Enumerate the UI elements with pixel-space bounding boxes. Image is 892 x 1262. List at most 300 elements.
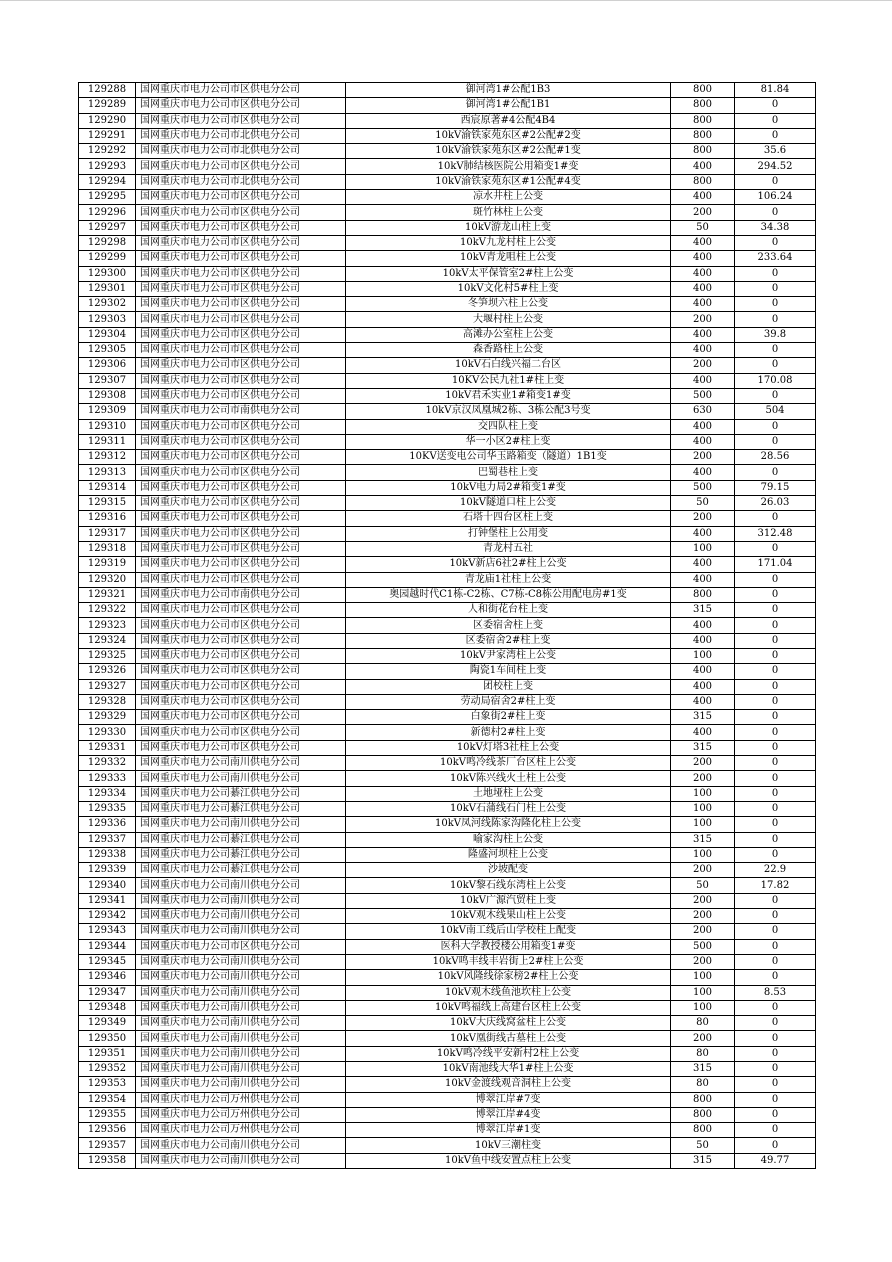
org-cell: 国网重庆市电力公司南川供电分公司: [136, 909, 346, 924]
record-id-cell: 129353: [79, 1077, 136, 1092]
transformer-name-cell: 10kV南池线大华1#柱上公变: [346, 1062, 671, 1077]
value-cell: 8.53: [735, 985, 816, 1000]
table-row: [79, 174, 816, 189]
value-cell: 0: [735, 771, 816, 786]
record-id-cell: 129290: [79, 113, 136, 128]
transformer-name-cell: 新德村2#柱上变: [346, 725, 671, 740]
table-row: [79, 1062, 816, 1077]
transformer-name-cell: 10kV石白线兴福二台区: [346, 358, 671, 373]
value-cell: 0: [735, 893, 816, 908]
capacity-cell: 800: [671, 1123, 735, 1138]
record-id-cell: 129319: [79, 557, 136, 572]
record-id-cell: 129298: [79, 235, 136, 250]
org-cell: 国网重庆市电力公司市区供电分公司: [136, 740, 346, 755]
value-cell: 0: [735, 817, 816, 832]
transformer-name-cell: 青龙村五社: [346, 541, 671, 556]
value-cell: 0: [735, 648, 816, 663]
transformer-name-cell: 喻家沟柱上公变: [346, 832, 671, 847]
capacity-cell: 100: [671, 985, 735, 1000]
capacity-cell: 400: [671, 664, 735, 679]
transformer-name-cell: 博翠江岸#1变: [346, 1123, 671, 1138]
value-cell: 35.6: [735, 144, 816, 159]
transformer-name-cell: 10kV大庆线窝盆柱上公变: [346, 1016, 671, 1031]
transformer-name-cell: 10kV三潮柱变: [346, 1138, 671, 1153]
record-id-cell: 129356: [79, 1123, 136, 1138]
capacity-cell: 400: [671, 572, 735, 587]
table-row: [79, 1046, 816, 1061]
record-id-cell: 129314: [79, 480, 136, 495]
table-row: [79, 358, 816, 373]
transformer-name-cell: 医科大学教授楼公用箱变1#变: [346, 939, 671, 954]
org-cell: 国网重庆市电力公司市区供电分公司: [136, 725, 346, 740]
transformer-name-cell: 10kV南工线后山学校柱上配变: [346, 924, 671, 939]
org-cell: 国网重庆市电力公司市南供电分公司: [136, 404, 346, 419]
capacity-cell: 200: [671, 205, 735, 220]
transformer-name-cell: 巴蜀巷柱上变: [346, 465, 671, 480]
record-id-cell: 129350: [79, 1031, 136, 1046]
record-id-cell: 129323: [79, 618, 136, 633]
transformer-name-cell: 10kV游龙山柱上变: [346, 220, 671, 235]
value-cell: 0: [735, 725, 816, 740]
org-cell: 国网重庆市电力公司市区供电分公司: [136, 434, 346, 449]
value-cell: 0: [735, 740, 816, 755]
record-id-cell: 129346: [79, 970, 136, 985]
value-cell: 0: [735, 909, 816, 924]
capacity-cell: 400: [671, 343, 735, 358]
org-cell: 国网重庆市电力公司市区供电分公司: [136, 297, 346, 312]
capacity-cell: 400: [671, 251, 735, 266]
capacity-cell: 200: [671, 909, 735, 924]
capacity-cell: 400: [671, 618, 735, 633]
org-cell: 国网重庆市电力公司市北供电分公司: [136, 174, 346, 189]
capacity-cell: 400: [671, 434, 735, 449]
value-cell: 0: [735, 419, 816, 434]
org-cell: 国网重庆市电力公司南川供电分公司: [136, 1138, 346, 1153]
capacity-cell: 400: [671, 297, 735, 312]
table-row: [79, 511, 816, 526]
transformer-name-cell: 10kV京汉凤凰城2栋、3栋公配3号变: [346, 404, 671, 419]
record-id-cell: 129318: [79, 541, 136, 556]
table-row: [79, 756, 816, 771]
table-row: [79, 710, 816, 725]
capacity-cell: 400: [671, 725, 735, 740]
value-cell: 0: [735, 343, 816, 358]
record-id-cell: 129351: [79, 1046, 136, 1061]
value-cell: 0: [735, 694, 816, 709]
transformer-name-cell: 10kV观木线鱼池坎柱上公变: [346, 985, 671, 1000]
table-row: [79, 679, 816, 694]
record-id-cell: 129347: [79, 985, 136, 1000]
value-cell: 0: [735, 679, 816, 694]
value-cell: 0: [735, 266, 816, 281]
record-id-cell: 129300: [79, 266, 136, 281]
transformer-name-cell: 区委宿舍2#柱上变: [346, 633, 671, 648]
table-row: [79, 985, 816, 1000]
value-cell: 170.08: [735, 373, 816, 388]
org-cell: 国网重庆市电力公司市区供电分公司: [136, 618, 346, 633]
table-row: [79, 863, 816, 878]
table-row: [79, 144, 816, 159]
transformer-name-cell: 凉水井柱上公变: [346, 190, 671, 205]
table-row: [79, 266, 816, 281]
record-id-cell: 129328: [79, 694, 136, 709]
record-id-cell: 129355: [79, 1107, 136, 1122]
record-id-cell: 129288: [79, 83, 136, 98]
transformer-name-cell: 土地垭柱上公变: [346, 786, 671, 801]
org-cell: 国网重庆市电力公司南川供电分公司: [136, 1062, 346, 1077]
capacity-cell: 400: [671, 557, 735, 572]
table-row: [79, 893, 816, 908]
table-row: [79, 312, 816, 327]
transformer-name-cell: 博翠江岸#4变: [346, 1107, 671, 1122]
capacity-cell: 800: [671, 98, 735, 113]
table-row: [79, 496, 816, 511]
transformer-name-cell: 交四队柱上变: [346, 419, 671, 434]
value-cell: 0: [735, 1107, 816, 1122]
transformer-table: [78, 82, 816, 1169]
record-id-cell: 129335: [79, 801, 136, 816]
capacity-cell: 400: [671, 266, 735, 281]
record-id-cell: 129293: [79, 159, 136, 174]
record-id-cell: 129312: [79, 450, 136, 465]
org-cell: 国网重庆市电力公司南川供电分公司: [136, 985, 346, 1000]
table-row: [79, 1123, 816, 1138]
record-id-cell: 129315: [79, 496, 136, 511]
capacity-cell: 200: [671, 450, 735, 465]
table-row: [79, 771, 816, 786]
table-body: [79, 83, 816, 1169]
record-id-cell: 129331: [79, 740, 136, 755]
table-row: [79, 419, 816, 434]
org-cell: 国网重庆市电力公司市区供电分公司: [136, 465, 346, 480]
table-row: [79, 924, 816, 939]
table-row: [79, 526, 816, 541]
value-cell: 106.24: [735, 190, 816, 205]
org-cell: 国网重庆市电力公司市区供电分公司: [136, 572, 346, 587]
value-cell: 0: [735, 235, 816, 250]
org-cell: 国网重庆市电力公司南川供电分公司: [136, 1000, 346, 1015]
record-id-cell: 129324: [79, 633, 136, 648]
record-id-cell: 129334: [79, 786, 136, 801]
capacity-cell: 315: [671, 603, 735, 618]
capacity-cell: 200: [671, 893, 735, 908]
table-row: [79, 740, 816, 755]
org-cell: 国网重庆市电力公司市北供电分公司: [136, 128, 346, 143]
capacity-cell: 80: [671, 1046, 735, 1061]
record-id-cell: 129301: [79, 281, 136, 296]
value-cell: 0: [735, 128, 816, 143]
capacity-cell: 800: [671, 144, 735, 159]
transformer-name-cell: 10kV君禾实业1#箱变1#变: [346, 388, 671, 403]
capacity-cell: 400: [671, 633, 735, 648]
table-row: [79, 618, 816, 633]
value-cell: 0: [735, 434, 816, 449]
record-id-cell: 129329: [79, 710, 136, 725]
transformer-name-cell: 10kV石蒲线石门柱上公变: [346, 801, 671, 816]
value-cell: 0: [735, 710, 816, 725]
capacity-cell: 630: [671, 404, 735, 419]
org-cell: 国网重庆市电力公司市区供电分公司: [136, 511, 346, 526]
transformer-name-cell: 10kV陈兴线火土柱上公变: [346, 771, 671, 786]
org-cell: 国网重庆市电力公司市区供电分公司: [136, 496, 346, 511]
value-cell: 0: [735, 113, 816, 128]
capacity-cell: 100: [671, 847, 735, 862]
record-id-cell: 129306: [79, 358, 136, 373]
org-cell: 国网重庆市电力公司市区供电分公司: [136, 220, 346, 235]
org-cell: 国网重庆市电力公司市区供电分公司: [136, 694, 346, 709]
record-id-cell: 129303: [79, 312, 136, 327]
org-cell: 国网重庆市电力公司市区供电分公司: [136, 664, 346, 679]
transformer-name-cell: 10kV鸣冷线平安新村2柱上公变: [346, 1046, 671, 1061]
value-cell: 0: [735, 954, 816, 969]
value-cell: 0: [735, 664, 816, 679]
transformer-name-cell: 10kV凰街线古墓柱上公变: [346, 1031, 671, 1046]
value-cell: 0: [735, 1046, 816, 1061]
record-id-cell: 129340: [79, 878, 136, 893]
record-id-cell: 129348: [79, 1000, 136, 1015]
table-row: [79, 465, 816, 480]
record-id-cell: 129307: [79, 373, 136, 388]
table-row: [79, 801, 816, 816]
capacity-cell: 100: [671, 801, 735, 816]
table-row: [79, 281, 816, 296]
table-row: [79, 786, 816, 801]
org-cell: 国网重庆市电力公司市区供电分公司: [136, 939, 346, 954]
table-row: [79, 1107, 816, 1122]
transformer-name-cell: 10kV鸣福线上高建台区柱上公变: [346, 1000, 671, 1015]
value-cell: 0: [735, 1138, 816, 1153]
table-row: [79, 388, 816, 403]
record-id-cell: 129357: [79, 1138, 136, 1153]
transformer-name-cell: 白象街2#柱上变: [346, 710, 671, 725]
value-cell: 294.52: [735, 159, 816, 174]
value-cell: 17.82: [735, 878, 816, 893]
transformer-name-cell: 10kV九龙村柱上公变: [346, 235, 671, 250]
table-row: [79, 404, 816, 419]
capacity-cell: 800: [671, 1107, 735, 1122]
record-id-cell: 129320: [79, 572, 136, 587]
org-cell: 国网重庆市电力公司市南供电分公司: [136, 587, 346, 602]
capacity-cell: 80: [671, 1016, 735, 1031]
capacity-cell: 100: [671, 970, 735, 985]
transformer-name-cell: 大堰村柱上公变: [346, 312, 671, 327]
capacity-cell: 200: [671, 771, 735, 786]
capacity-cell: 315: [671, 1153, 735, 1168]
capacity-cell: 50: [671, 878, 735, 893]
capacity-cell: 100: [671, 786, 735, 801]
transformer-name-cell: 10kV青龙咀柱上公变: [346, 251, 671, 266]
value-cell: 0: [735, 847, 816, 862]
table-row: [79, 159, 816, 174]
capacity-cell: 800: [671, 587, 735, 602]
record-id-cell: 129342: [79, 909, 136, 924]
capacity-cell: 400: [671, 327, 735, 342]
table-row: [79, 603, 816, 618]
transformer-name-cell: 冬笋坝六柱上公变: [346, 297, 671, 312]
record-id-cell: 129325: [79, 648, 136, 663]
value-cell: 504: [735, 404, 816, 419]
capacity-cell: 400: [671, 281, 735, 296]
org-cell: 国网重庆市电力公司南川供电分公司: [136, 1046, 346, 1061]
table-row: [79, 1138, 816, 1153]
org-cell: 国网重庆市电力公司南川供电分公司: [136, 970, 346, 985]
capacity-cell: 800: [671, 83, 735, 98]
org-cell: 国网重庆市电力公司市区供电分公司: [136, 526, 346, 541]
capacity-cell: 50: [671, 1138, 735, 1153]
table-row: [79, 220, 816, 235]
table-row: [79, 648, 816, 663]
record-id-cell: 129304: [79, 327, 136, 342]
capacity-cell: 500: [671, 480, 735, 495]
value-cell: 0: [735, 281, 816, 296]
table-row: [79, 954, 816, 969]
org-cell: 国网重庆市电力公司市区供电分公司: [136, 541, 346, 556]
transformer-name-cell: 博翠江岸#7变: [346, 1092, 671, 1107]
org-cell: 国网重庆市电力公司南川供电分公司: [136, 756, 346, 771]
transformer-name-cell: 10kV风隆线徐家榜2#柱上公变: [346, 970, 671, 985]
value-cell: 0: [735, 511, 816, 526]
table-row: [79, 847, 816, 862]
table-row: [79, 83, 816, 98]
capacity-cell: 400: [671, 694, 735, 709]
value-cell: 0: [735, 98, 816, 113]
org-cell: 国网重庆市电力公司万州供电分公司: [136, 1123, 346, 1138]
table-row: [79, 1031, 816, 1046]
org-cell: 国网重庆市电力公司市区供电分公司: [136, 235, 346, 250]
org-cell: 国网重庆市电力公司綦江供电分公司: [136, 847, 346, 862]
transformer-name-cell: 10kV鸣丰线丰岩街上2#柱上公变: [346, 954, 671, 969]
value-cell: 0: [735, 312, 816, 327]
org-cell: 国网重庆市电力公司市北供电分公司: [136, 144, 346, 159]
table-row: [79, 480, 816, 495]
record-id-cell: 129336: [79, 817, 136, 832]
capacity-cell: 200: [671, 863, 735, 878]
org-cell: 国网重庆市电力公司南川供电分公司: [136, 771, 346, 786]
value-cell: 0: [735, 358, 816, 373]
transformer-name-cell: 御河湾1#公配1B1: [346, 98, 671, 113]
table-row: [79, 373, 816, 388]
org-cell: 国网重庆市电力公司市区供电分公司: [136, 648, 346, 663]
table-row: [79, 251, 816, 266]
record-id-cell: 129345: [79, 954, 136, 969]
transformer-name-cell: 劳动局宿舍2#柱上变: [346, 694, 671, 709]
record-id-cell: 129317: [79, 526, 136, 541]
org-cell: 国网重庆市电力公司市区供电分公司: [136, 251, 346, 266]
record-id-cell: 129299: [79, 251, 136, 266]
org-cell: 国网重庆市电力公司市区供电分公司: [136, 312, 346, 327]
org-cell: 国网重庆市电力公司南川供电分公司: [136, 1077, 346, 1092]
transformer-name-cell: 陶瓷1车间柱上变: [346, 664, 671, 679]
org-cell: 国网重庆市电力公司万州供电分公司: [136, 1107, 346, 1122]
record-id-cell: 129296: [79, 205, 136, 220]
org-cell: 国网重庆市电力公司市区供电分公司: [136, 190, 346, 205]
capacity-cell: 315: [671, 710, 735, 725]
table-row: [79, 1077, 816, 1092]
value-cell: 81.84: [735, 83, 816, 98]
value-cell: 28.56: [735, 450, 816, 465]
transformer-name-cell: 10kV肺结核医院公用箱变1#变: [346, 159, 671, 174]
record-id-cell: 129327: [79, 679, 136, 694]
org-cell: 国网重庆市电力公司市区供电分公司: [136, 710, 346, 725]
org-cell: 国网重庆市电力公司綦江供电分公司: [136, 832, 346, 847]
transformer-name-cell: 10kV太平保管室2#柱上公变: [346, 266, 671, 281]
capacity-cell: 500: [671, 388, 735, 403]
value-cell: 0: [735, 205, 816, 220]
transformer-name-cell: 沙坡配变: [346, 863, 671, 878]
transformer-name-cell: 10kV黎石线东湾柱上公变: [346, 878, 671, 893]
record-id-cell: 129341: [79, 893, 136, 908]
record-id-cell: 129349: [79, 1016, 136, 1031]
record-id-cell: 129326: [79, 664, 136, 679]
record-id-cell: 129316: [79, 511, 136, 526]
org-cell: 国网重庆市电力公司市区供电分公司: [136, 557, 346, 572]
org-cell: 国网重庆市电力公司市区供电分公司: [136, 113, 346, 128]
org-cell: 国网重庆市电力公司市区供电分公司: [136, 266, 346, 281]
value-cell: 0: [735, 832, 816, 847]
capacity-cell: 800: [671, 128, 735, 143]
transformer-name-cell: 10kV新店6社2#柱上公变: [346, 557, 671, 572]
capacity-cell: 200: [671, 954, 735, 969]
record-id-cell: 129302: [79, 297, 136, 312]
transformer-name-cell: 高滩办公室柱上公变: [346, 327, 671, 342]
capacity-cell: 400: [671, 679, 735, 694]
capacity-cell: 200: [671, 756, 735, 771]
record-id-cell: 129289: [79, 98, 136, 113]
table-row: [79, 557, 816, 572]
transformer-name-cell: 森香路柱上公变: [346, 343, 671, 358]
table-row: [79, 541, 816, 556]
record-id-cell: 129311: [79, 434, 136, 449]
capacity-cell: 100: [671, 1000, 735, 1015]
value-cell: 0: [735, 388, 816, 403]
capacity-cell: 200: [671, 312, 735, 327]
record-id-cell: 129305: [79, 343, 136, 358]
record-id-cell: 129338: [79, 847, 136, 862]
org-cell: 国网重庆市电力公司市区供电分公司: [136, 603, 346, 618]
table-row: [79, 343, 816, 358]
table-row: [79, 205, 816, 220]
value-cell: 0: [735, 970, 816, 985]
transformer-name-cell: 团校柱上变: [346, 679, 671, 694]
org-cell: 国网重庆市电力公司市区供电分公司: [136, 327, 346, 342]
value-cell: 0: [735, 603, 816, 618]
table-row: [79, 450, 816, 465]
table-row: [79, 694, 816, 709]
transformer-name-cell: 御河湾1#公配1B3: [346, 83, 671, 98]
transformer-name-cell: 10kV尹家湾柱上公变: [346, 648, 671, 663]
value-cell: 0: [735, 618, 816, 633]
value-cell: 312.48: [735, 526, 816, 541]
table-row: [79, 970, 816, 985]
table-row: [79, 878, 816, 893]
org-cell: 国网重庆市电力公司市区供电分公司: [136, 83, 346, 98]
value-cell: 0: [735, 786, 816, 801]
transformer-name-cell: 10kV鱼中线安置点柱上公变: [346, 1153, 671, 1168]
transformer-name-cell: 10kV广源汽贸柱上变: [346, 893, 671, 908]
transformer-name-cell: 隆盛河坝柱上公变: [346, 847, 671, 862]
value-cell: 0: [735, 1062, 816, 1077]
org-cell: 国网重庆市电力公司市区供电分公司: [136, 159, 346, 174]
org-cell: 国网重庆市电力公司市区供电分公司: [136, 633, 346, 648]
transformer-name-cell: 西宸原著#4公配4B4: [346, 113, 671, 128]
table-row: [79, 572, 816, 587]
record-id-cell: 129313: [79, 465, 136, 480]
org-cell: 国网重庆市电力公司南川供电分公司: [136, 817, 346, 832]
capacity-cell: 400: [671, 235, 735, 250]
table-row: [79, 235, 816, 250]
capacity-cell: 100: [671, 541, 735, 556]
table-row: [79, 1092, 816, 1107]
